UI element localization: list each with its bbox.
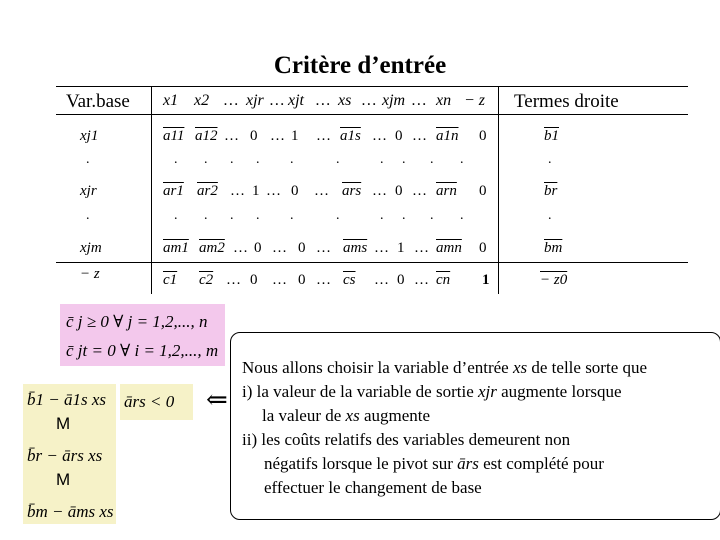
table-cell: … — [372, 183, 387, 199]
reduced-cost: … — [272, 272, 287, 288]
reduced-cost: 0 — [250, 272, 258, 288]
header-var: xn — [436, 92, 452, 109]
explanation-line: effectuer le changement de base — [264, 478, 482, 497]
reduced-cost: c2 — [199, 272, 214, 288]
condition-basic-costs: c̄ jt = 0 ∀ i = 1,2,..., m — [66, 341, 219, 360]
header-var-base: Var.base — [66, 91, 130, 112]
vertical-dots: M — [56, 470, 71, 489]
table-cell: a1s — [340, 128, 361, 144]
table-cell: 1 — [291, 128, 299, 144]
header-var: … — [362, 92, 377, 109]
table-cell: a11 — [163, 128, 185, 144]
table-cell: 1 — [252, 183, 260, 199]
header-var: … — [412, 92, 427, 109]
table-cell: 0 — [250, 128, 258, 144]
reduced-cost: c1 — [163, 272, 178, 288]
ratio-expression: b̄r − ārs xs — [27, 446, 103, 465]
objective-value: − z0 — [540, 272, 568, 288]
table-cell: ar2 — [197, 183, 218, 199]
reduced-cost: … — [226, 272, 241, 288]
rhs-value: $\overline{bm}$ — [544, 240, 563, 256]
condition-reduced-costs: c̄ j ≥ 0 ∀ j = 1,2,..., n — [66, 312, 208, 331]
reduced-cost: $\overline{cs}$ — [343, 272, 356, 288]
row-basis-var: xjm — [80, 240, 102, 256]
table-cell: 0 — [479, 183, 487, 199]
left-arrow-icon: ⇐ — [206, 385, 228, 414]
table-cell: $\overline{arn}$ — [436, 183, 457, 199]
rhs-value: $\overline{br}$ — [544, 183, 558, 199]
table-cell: … — [270, 128, 285, 144]
table-cell: 0 — [479, 240, 487, 256]
table-cell: am2 — [199, 240, 225, 256]
reduced-cost: 0 — [397, 272, 405, 288]
table-cell: … — [412, 128, 427, 144]
table-cell: … — [316, 128, 331, 144]
table-cell: $\overline{ars}$ — [342, 183, 362, 199]
table-cell: … — [414, 240, 429, 256]
rhs-separator — [498, 86, 499, 294]
reduced-cost: 0 — [298, 272, 306, 288]
header-var: xjr — [246, 92, 264, 109]
table-cell: … — [266, 183, 281, 199]
table-cell: $\overline{ams}$ — [343, 240, 368, 256]
table-cell: … — [316, 240, 331, 256]
header-var: … — [316, 92, 331, 109]
explanation-line: ii) les coûts relatifs des variables demeurent non — [242, 430, 571, 449]
reduced-cost: 1 — [482, 272, 490, 288]
header-var: … — [270, 92, 285, 109]
rhs-value: b1 — [544, 128, 559, 144]
table-cell: … — [230, 183, 245, 199]
var-base-separator — [151, 86, 152, 294]
reduced-cost: $\overline{cn}$ — [436, 272, 451, 288]
reduced-cost: … — [374, 272, 389, 288]
explanation-line: i) la valeur de la variable de sortie xjr augmente lorsque — [242, 382, 622, 401]
header-var: … — [224, 92, 239, 109]
table-cell: 0 — [254, 240, 262, 256]
ratio-expression: b̄m − āms xs — [27, 502, 114, 521]
table-cell: 1 — [397, 240, 405, 256]
ratio-expression: b̄1 − ā1s xs — [27, 390, 106, 409]
header-var: xjt — [288, 92, 304, 109]
header-var: x1 — [163, 92, 179, 109]
table-cell: … — [314, 183, 329, 199]
page-title: Critère d’entrée — [273, 52, 447, 79]
table-cell: … — [374, 240, 389, 256]
table-cell: … — [224, 128, 239, 144]
header-var: xs — [338, 92, 352, 109]
explanation-line: la valeur de xs augmente — [262, 406, 431, 425]
header-var: x2 — [194, 92, 210, 109]
table-cell: am1 — [163, 240, 189, 256]
table-cell: $\overline{amn}$ — [436, 240, 462, 256]
explanation-line: Nous allons choisir la variable d’entrée xs de telle sorte que — [242, 358, 648, 377]
objective-row-label: − z — [80, 266, 100, 282]
vertical-dots: M — [56, 414, 71, 433]
table-cell: 0 — [395, 128, 403, 144]
explanation-line: négatifs lorsque le pivot sur ārs est complété pour — [264, 454, 604, 473]
table-cell: … — [412, 183, 427, 199]
pivot-condition: ārs < 0 — [124, 392, 175, 411]
table-cell: … — [233, 240, 248, 256]
table-cell: a1n — [436, 128, 459, 144]
table-cell: 0 — [298, 240, 306, 256]
table-cell: … — [372, 128, 387, 144]
row-basis-var: xjr — [80, 183, 97, 199]
table-cell: ar1 — [163, 183, 184, 199]
table-cell: a12 — [195, 128, 218, 144]
table-cell: … — [272, 240, 287, 256]
header-var: − z — [464, 92, 486, 109]
row-basis-var: xj1 — [80, 128, 99, 144]
table-cell: 0 — [395, 183, 403, 199]
table-cell: 0 — [479, 128, 487, 144]
header-rhs: Termes droite — [514, 91, 619, 112]
header-var: xjm — [382, 92, 406, 109]
reduced-cost: … — [414, 272, 429, 288]
reduced-cost: … — [316, 272, 331, 288]
table-cell: 0 — [291, 183, 299, 199]
